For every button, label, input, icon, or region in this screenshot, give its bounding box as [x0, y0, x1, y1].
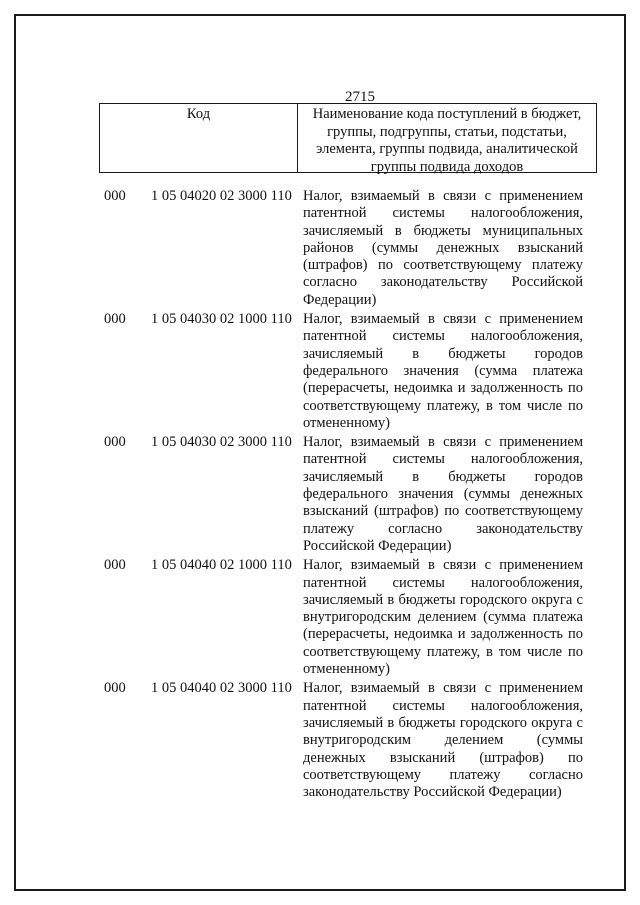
admin-code: 000	[104, 680, 126, 697]
admin-code: 000	[104, 557, 126, 574]
income-code: 1 05 04040 02 1000 110	[151, 557, 292, 574]
income-code: 1 05 04030 02 3000 110	[151, 434, 292, 451]
table-row	[0, 188, 640, 309]
scan-border-top	[14, 14, 624, 16]
table-body	[0, 188, 640, 801]
header-code-column: Код	[100, 104, 298, 172]
table-row	[0, 434, 640, 555]
admin-code: 000	[104, 188, 126, 204]
income-code: 1 05 04040 02 3000 110	[151, 680, 292, 697]
admin-code: 000	[104, 434, 126, 451]
table-header	[99, 103, 597, 173]
admin-code: 000	[104, 311, 126, 328]
income-code: 1 05 04020 02 3000 110	[151, 188, 292, 204]
income-description: Налог, взимаемый в связи с применением патентной системы налогообложения, зачисляемый в бюджеты городов федерального значения (суммы денежных взысканий (штрафов) по соответствующему платежу согласно законодательству Российской Федерации)	[303, 434, 583, 554]
income-description: Налог, взимаемый в связи с применением патентной системы налогообложения, зачисляемый в бюджеты городского округа с внутригородским делением (суммы денежных взысканий (штрафов) по соответствующему платежу согласно законодательству Российской Федерации)	[303, 680, 583, 801]
income-description: Налог, взимаемый в связи с применением патентной системы налогообложения, зачисляемый в бюджеты городов федерального значения (сумма платежа (перерасчеты, недоимка и задолженность по соответствующему платежу, в том числе по отмененному)	[303, 311, 583, 431]
table-row	[0, 311, 640, 432]
income-description: Налог, взимаемый в связи с применением патентной системы налогообложения, зачисляемый в бюджеты муниципальных районов (суммы денежных взысканий (штрафов) по соответствующему платежу согласно законодательству Российской Федерации)	[303, 188, 583, 308]
income-code: 1 05 04030 02 1000 110	[151, 311, 292, 328]
page-number: 2715	[345, 89, 375, 105]
table-row	[0, 557, 640, 678]
header-name-column: Наименование кода поступлений в бюджет, группы, подгруппы, статьи, подстатьи, элемента, группы подвида, аналитической группы подвида доходов	[312, 106, 582, 175]
table-row	[0, 680, 640, 801]
income-description: Налог, взимаемый в связи с применением патентной системы налогообложения, зачисляемый в бюджеты городского округа с внутригородским делением (сумма платежа (перерасчеты, недоимка и задолженность по соответствующему платежу, в том числе по отмененному)	[303, 557, 583, 678]
scan-border-bottom	[14, 889, 626, 891]
